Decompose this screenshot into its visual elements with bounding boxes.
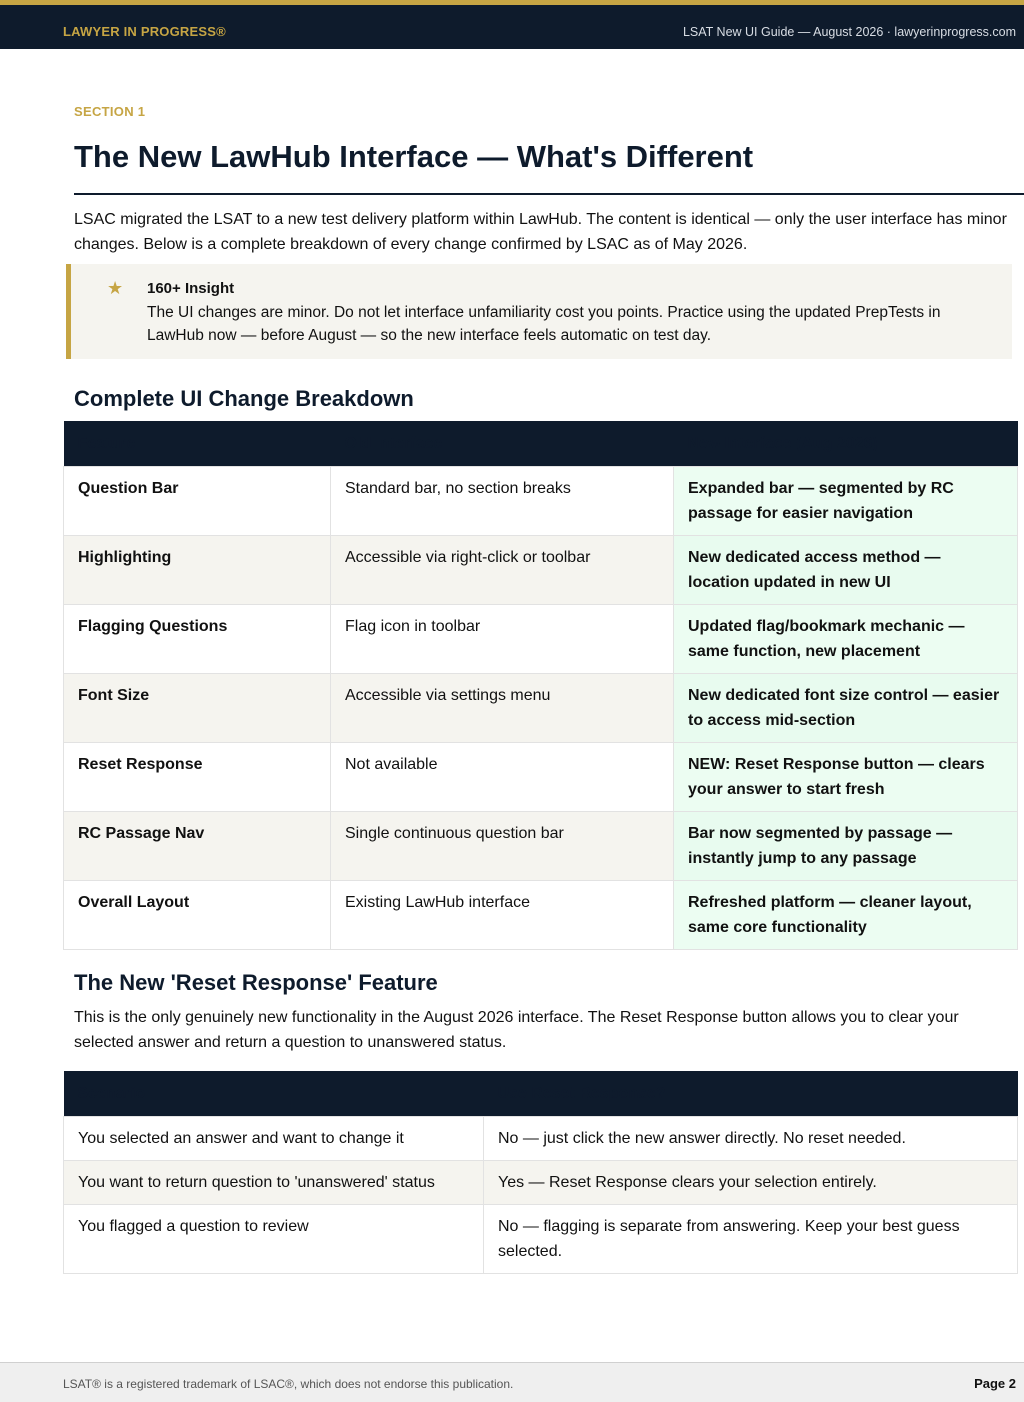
new-interface-cell: Bar now segmented by passage — instantly jump to any passage	[674, 812, 1018, 881]
feature-cell: Flagging Questions	[64, 605, 331, 674]
top-banner	[0, 0, 1024, 49]
old-interface-cell: Accessible via right-click or toolbar	[331, 536, 674, 605]
reset-response-table	[63, 1071, 1018, 1274]
answer-cell: Yes — Reset Response clears your selection entirely.	[484, 1161, 1018, 1205]
page-title: The New LawHub Interface — What's Different	[74, 139, 754, 174]
feature-cell: Reset Response	[64, 743, 331, 812]
scenario-cell: You want to return question to 'unanswered' status	[64, 1161, 484, 1205]
old-interface-cell: Existing LawHub interface	[331, 881, 674, 950]
feature-cell: Font Size	[64, 674, 331, 743]
new-interface-cell: Expanded bar — segmented by RC passage for easier navigation	[674, 467, 1018, 536]
column-header-feature: Feature	[64, 421, 331, 467]
answer-cell: No — just click the new answer directly. No reset needed.	[484, 1117, 1018, 1161]
table-row	[64, 536, 1018, 605]
star-icon: ★	[107, 278, 124, 298]
old-interface-cell: Standard bar, no section breaks	[331, 467, 674, 536]
old-interface-cell: Flag icon in toolbar	[331, 605, 674, 674]
scenario-cell: You flagged a question to review	[64, 1205, 484, 1274]
old-interface-cell: Single continuous question bar	[331, 812, 674, 881]
header-meta: LSAT New UI Guide — August 2026 · lawyerinprogress.com	[682, 25, 1016, 39]
page-number: Page 2	[974, 1376, 1016, 1391]
old-interface-cell: Not available	[331, 743, 674, 812]
column-header-use-reset: Use Reset Response?	[484, 1071, 1018, 1117]
table-row	[64, 881, 1018, 950]
brand-name: LAWYER IN PROGRESS®	[63, 24, 226, 39]
column-header-old: Old Interface	[331, 421, 674, 467]
title-divider	[74, 193, 1024, 195]
new-interface-cell: New dedicated font size control — easier to access mid-section	[674, 674, 1018, 743]
insight-body: The UI changes are minor. Do not let interface unfamiliarity cost you points. Practice using the updated PrepTests in LawHub now — before August — so the new interface feels automatic on test day.	[147, 304, 941, 344]
new-interface-cell: Refreshed platform — cleaner layout, same core functionality	[674, 881, 1018, 950]
feature-cell: Overall Layout	[64, 881, 331, 950]
intro-paragraph: LSAC migrated the LSAT to a new test delivery platform within LawHub. The content is identical — only the user interface has minor changes. Below is a complete breakdown of every change confirmed by LSAC as of May 2026.	[74, 211, 1007, 253]
new-interface-cell: New dedicated access method — location updated in new UI	[674, 536, 1018, 605]
old-interface-cell: Accessible via settings menu	[331, 674, 674, 743]
scenario-cell: You selected an answer and want to change it	[64, 1117, 484, 1161]
table-row	[64, 674, 1018, 743]
new-interface-cell: NEW: Reset Response button — clears your answer to start fresh	[674, 743, 1018, 812]
new-interface-cell: Updated flag/bookmark mechanic — same function, new placement	[674, 605, 1018, 674]
feature-cell: Question Bar	[64, 467, 331, 536]
feature-cell: Highlighting	[64, 536, 331, 605]
page-footer	[0, 1362, 1024, 1402]
trademark-note: LSAT® is a registered trademark of LSAC®, which does not endorse this publication.	[63, 1377, 514, 1391]
ui-change-table	[63, 421, 1018, 950]
reset-feature-description: This is the only genuinely new functionality in the August 2026 interface. The Reset Response button allows you to clear your selected answer and return a question to unanswered status.	[74, 1009, 959, 1051]
table-row	[64, 467, 1018, 536]
answer-cell: No — flagging is separate from answering. Keep your best guess selected.	[484, 1205, 1018, 1274]
insight-callout	[66, 264, 1012, 359]
table-header-row	[64, 421, 1018, 467]
table-header-row	[64, 1071, 1018, 1117]
section-label: SECTION 1	[74, 104, 146, 119]
table-row	[64, 1161, 1018, 1205]
table-row	[64, 743, 1018, 812]
column-header-new: New Interface (Aug 2026)	[674, 421, 1018, 467]
reset-feature-heading: The New 'Reset Response' Feature	[74, 970, 438, 995]
table-row	[64, 1205, 1018, 1274]
table-row	[64, 605, 1018, 674]
insight-title: 160+ Insight	[147, 280, 235, 297]
ui-breakdown-heading: Complete UI Change Breakdown	[74, 386, 414, 411]
feature-cell: RC Passage Nav	[64, 812, 331, 881]
table-row	[64, 812, 1018, 881]
column-header-scenario: Scenario	[64, 1071, 484, 1117]
table-row	[64, 1117, 1018, 1161]
